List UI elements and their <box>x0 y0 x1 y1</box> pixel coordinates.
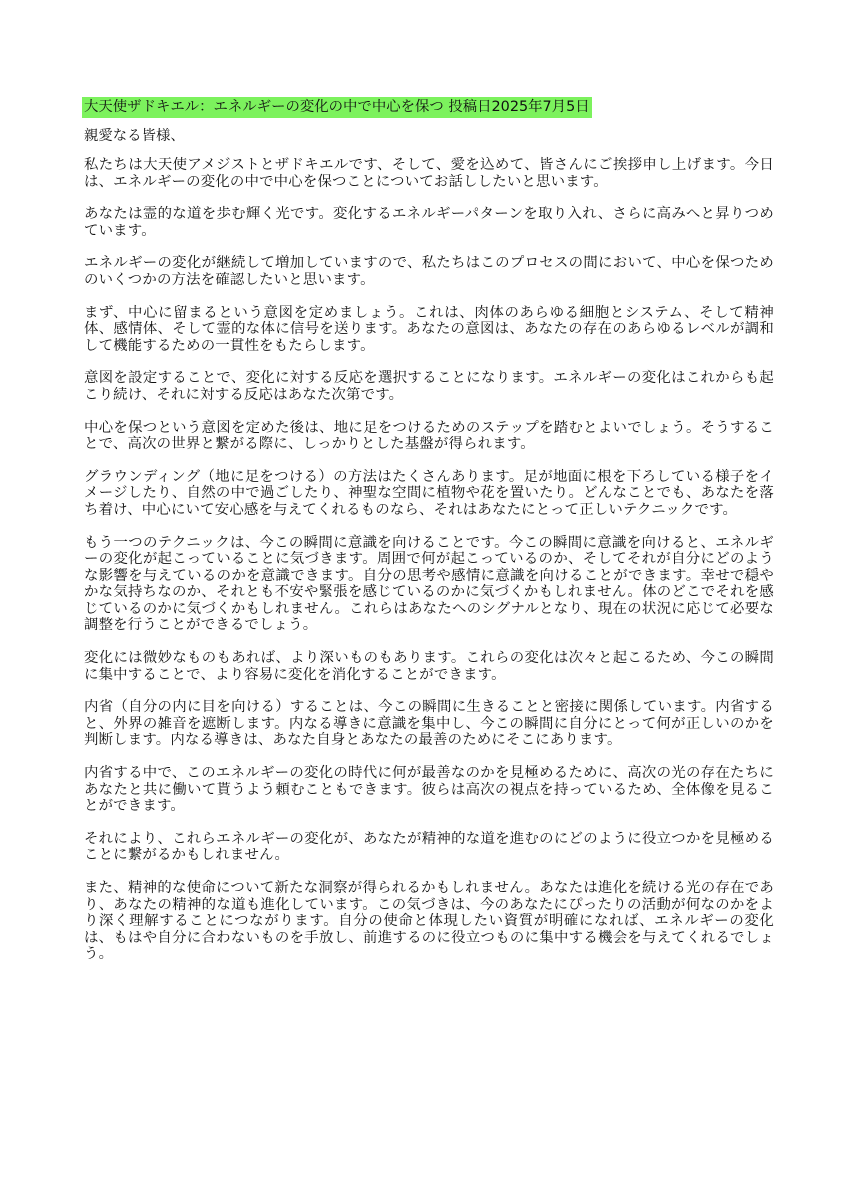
paragraph-10: 内省（自分の内に目を向ける）することは、今この瞬間に生きることと密接に関係しています。内省すると、外界の雑音を遮断します。内なる導きに意識を集中し、今この瞬間に自分にとって何が正しいのかを判断します。内なる導きは、あなた自身とあなたの最善のためにそこにあります。 <box>84 699 774 749</box>
paragraph-7: グラウンディング（地に足をつける）の方法はたくさんあります。足が地面に根を下ろしている様子をイメージしたり、自然の中で過ごしたり、神聖な空間に植物や花を置いたり。どんなことでも、あなたを落ち着け、中心にいて安心感を与えてくれるものなら、それはあなたにとって正しいテクニックです。 <box>84 468 774 518</box>
paragraph-11: 内省する中で、このエネルギーの変化の時代に何が最善なのかを見極めるために、高次の光の存在たちにあなたと共に働いて貰うよう頼むこともできます。彼らは高次の視点を持っているため、全体像を見ることができます。 <box>84 765 774 815</box>
paragraph-4: まず、中心に留まるという意図を定めましょう。これは、肉体のあらゆる細胞とシステム、そして精神体、感情体、そして霊的な体に信号を送ります。あなたの意図は、あなたの存在のあらゆるレベルが調和して機能するための一貫性をもたらします。 <box>84 304 774 354</box>
document-page <box>84 96 774 979</box>
paragraph-2: あなたは霊的な道を歩む輝く光です。変化するエネルギーパターンを取り入れ、さらに高みへと昇りつめています。 <box>84 206 774 239</box>
paragraph-3: エネルギーの変化が継続して増加していますので、私たちはこのプロセスの間において、中心を保つためのいくつかの方法を確認したいと思います。 <box>84 255 774 288</box>
paragraph-1: 私たちは大天使アメジストとザドキエルです、そして、愛を込めて、皆さんにご挨拶申し上げます。今日は、エネルギーの変化の中で中心を保つことについてお話ししたいと思います。 <box>84 157 774 190</box>
greeting: 親愛なる皆様、 <box>84 128 185 144</box>
paragraph-5: 意図を設定することで、変化に対する反応を選択することになります。エネルギーの変化はこれからも起こり続け、それに対する反応はあなた次第です。 <box>84 370 774 403</box>
paragraph-8: もう一つのテクニックは、今この瞬間に意識を向けることです。今この瞬間に意識を向けると、エネルギーの変化が起こっていることに気づきます。周囲で何が起こっているのか、そしてそれが自分にどのような影響を与えているのかを意識できます。自分の思考や感情に意識を向けることができます。幸せで穏やかな気持ちなのか、それとも不安や緊張を感じているのかに気づくかもしれません。体のどこでそれを感じているのかに気づくかもしれません。これらはあなたへのシグナルとなり、現在の状況に応じて必要な調整を行うことができるでしょう。 <box>84 534 774 634</box>
document-title: 大天使ザドキエル：エネルギーの変化の中で中心を保つ 投稿日2025年7月5日 <box>82 97 592 118</box>
paragraph-6: 中心を保つという意図を定めた後は、地に足をつけるためのステップを踏むとよいでしょう。そうすることで、高次の世界と繋がる際に、しっかりとした基盤が得られます。 <box>84 419 774 453</box>
paragraph-9: 変化には微妙なものもあれば、より深いものもあります。これらの変化は次々と起こるため、今この瞬間に集中することで、より容易に変化を消化することができます。 <box>84 650 774 683</box>
paragraph-13: また、精神的な使命について新たな洞察が得られるかもしれません。あなたは進化を続ける光の存在であり、あなたの精神的な道も進化しています。この気づきは、今のあなたにぴったりの活動が何なのかをより深く理解することにつながります。自分の使命と体現したい資質が明確になれば、エネルギーの変化は、もはや自分に合わないものを手放し、前進するのに役立つものに集中する機会を与えてくれるでしょう。 <box>84 880 774 963</box>
paragraph-12: それにより、これらエネルギーの変化が、あなたが精神的な道を進むのにどのように役立つかを見極めることに繋がるかもしれません。 <box>84 830 774 864</box>
